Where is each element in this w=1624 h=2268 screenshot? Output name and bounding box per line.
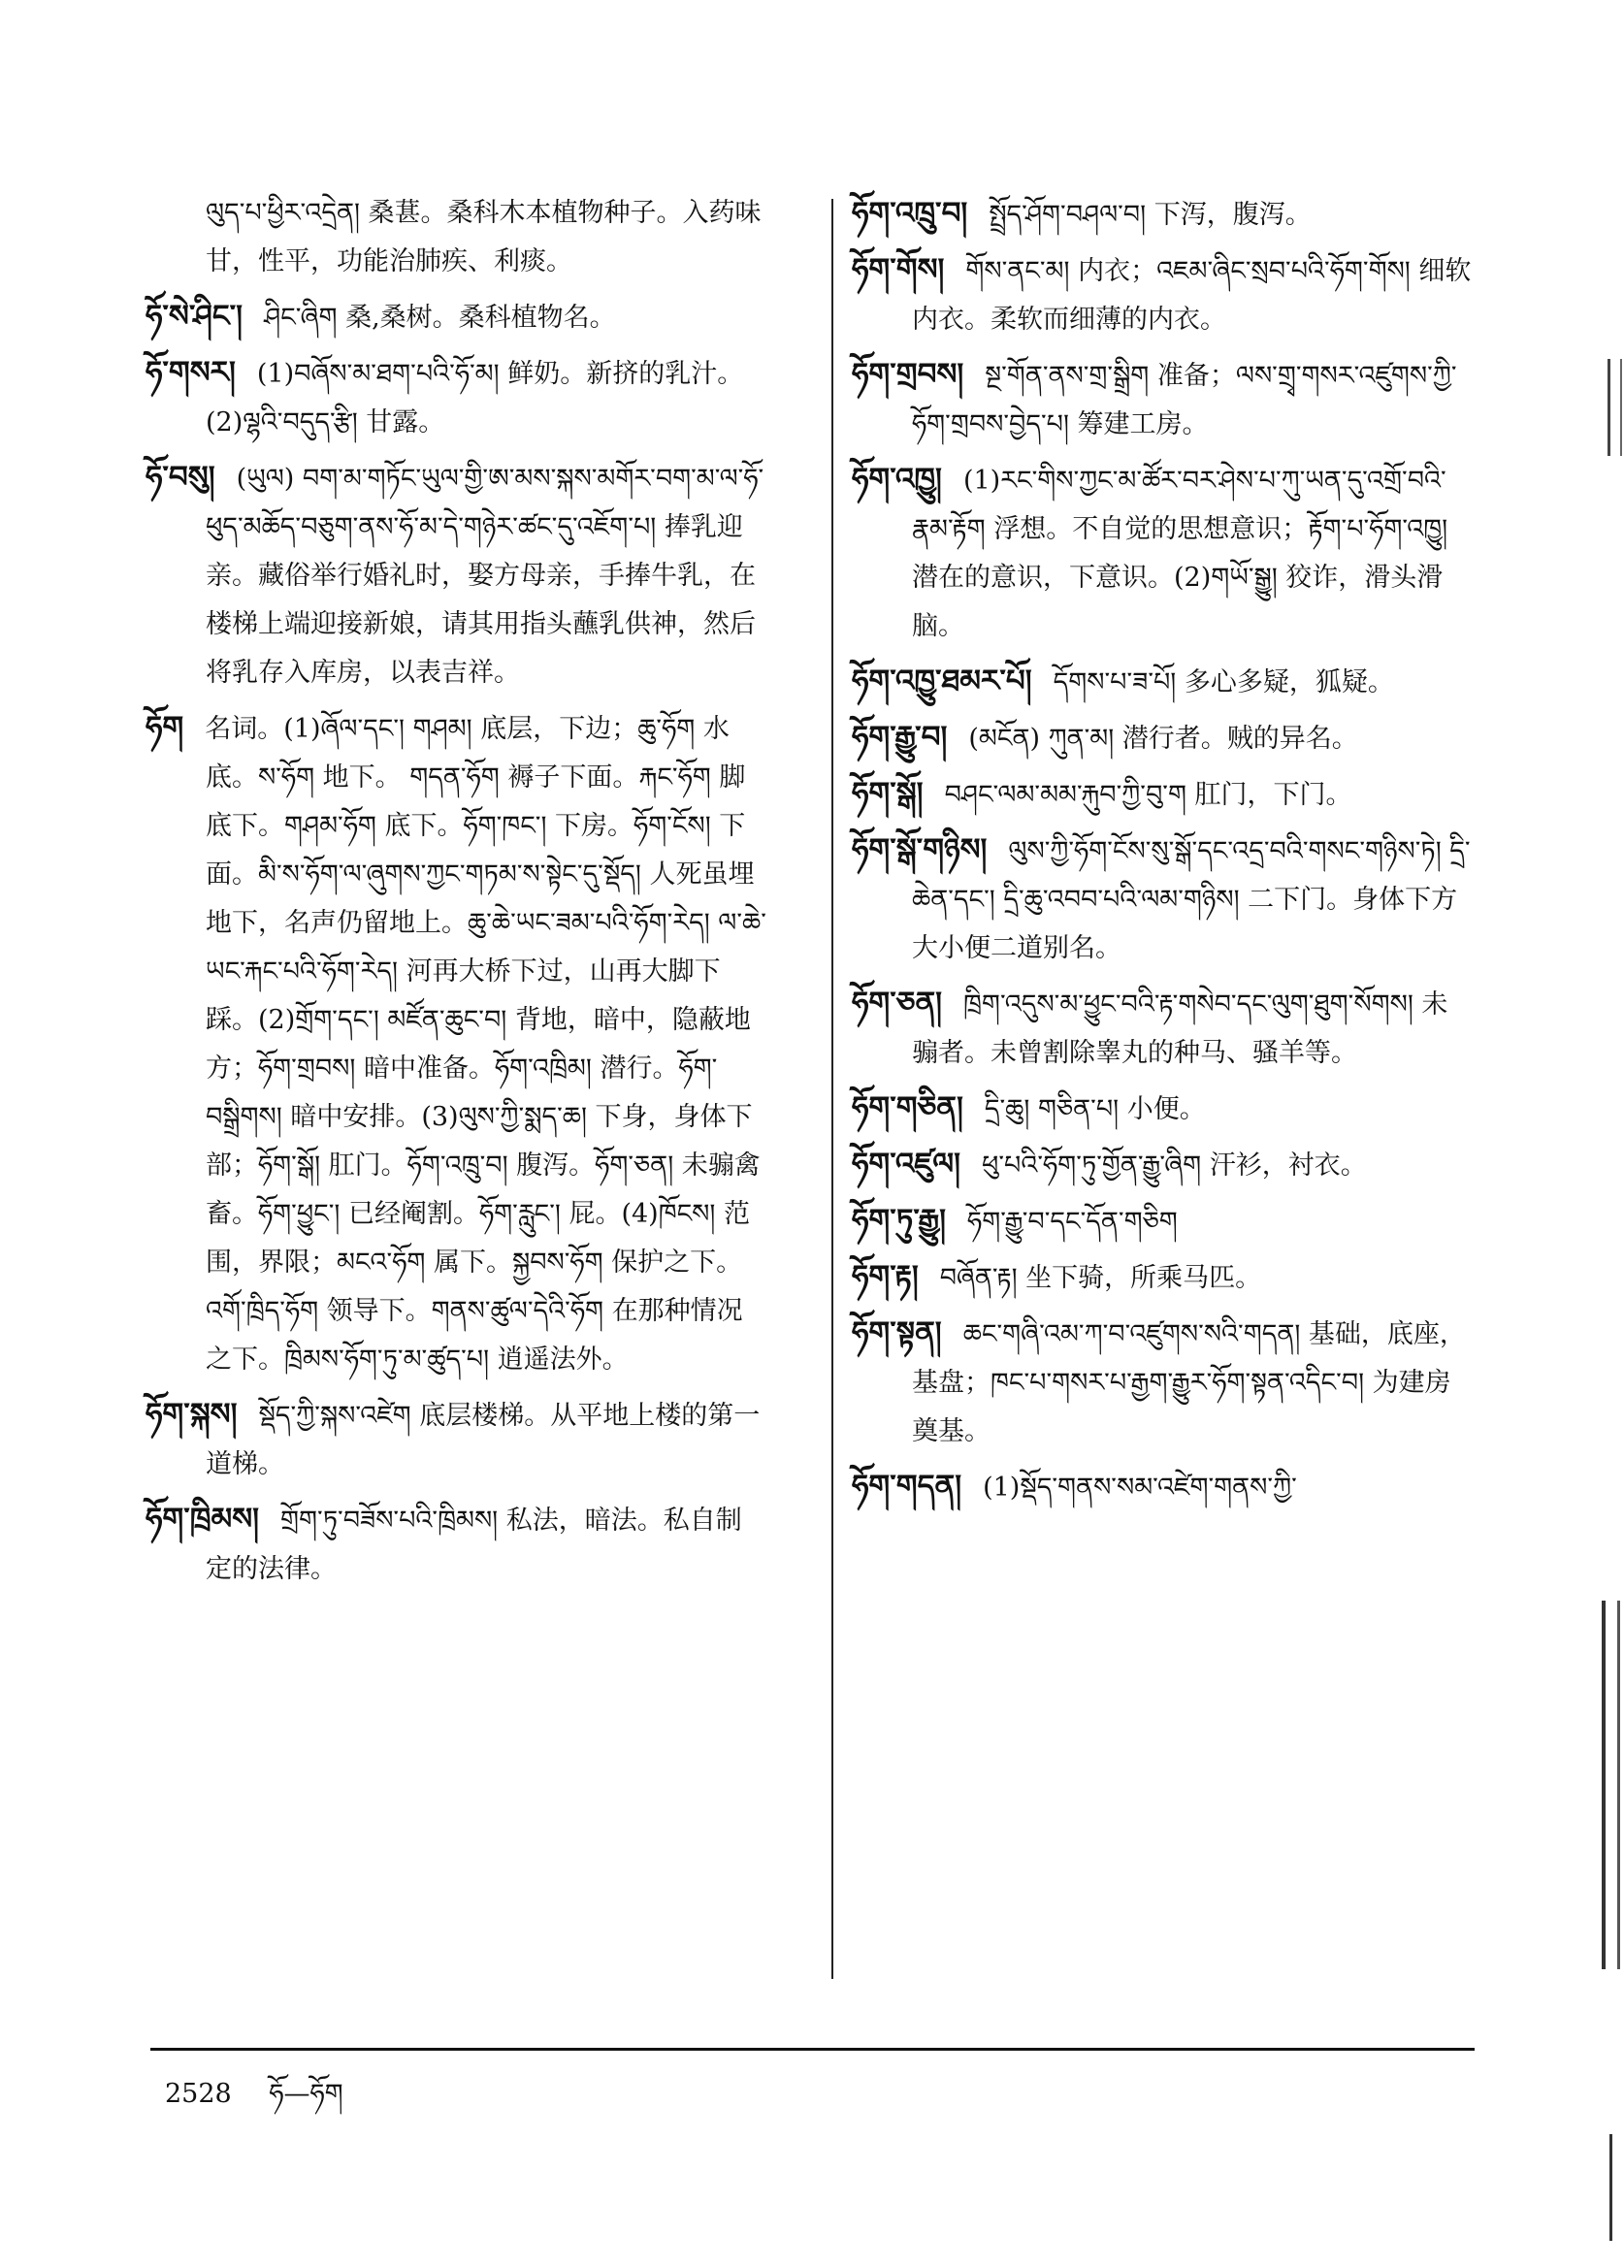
dictionary-entry [146,453,766,697]
entry-definition: 名词。(1)ཞོལ་དང་། གཤམ། 底层，下边；ཆུ་ཧོག 水底。ས་ཧོག 地下。 གདན་ཧོག 褥子下面。རྐང་ཧོག 脚底下。གཤམ་ཧོག 底下。ཧོག་ཁང་། 下房。ཧོག་ངོས། 下面。མི་ས་ཧོག་ལ་ཞུགས་ཀྱང་གཏམ་ས་སྟེང་དུ་སྡོད། 人死虽埋地下，名声仍留地上。ཆུ་ཆེ་ཡང་ཟམ་པའི་ཧོག་རེད། ལ་ཆེ་ཡང་རྐང་པའི་ཧོག་རེད། 河再大桥下过，山再大脚下踩。(2)གྲོག་དང་། མཛོན་ཆུང་བ། 背地，暗中，隐蔽地方；ཧོག་གྲབས། 暗中准备。ཧོག་འཁྲིམ། 潜行。ཧོག་བསྒྲིགས། 暗中安排。(3)ལུས་ཀྱི་སྨད་ཆ། 下身，身体下部；ཧོག་སྒོ། 肛门。ཧོག་འཁྲུ་བ། 腹泻。ཧོག་ཅན། 未骟禽畜。ཧོག་ཕྱུང་། 已经阉割。ཧོག་རླུང་། 屁。(4)ཁོངས། 范围，界限；མངའ་ཧོག 属下。སྐྱབས་ཧོག 保护之下。འགོ་ཁྲིད་ཧོག 领导下。གནས་ཚུལ་དེའི་ཧོག 在那种情况之下。ཁྲིམས་ཧོག་ཏུ་མ་ཚུད་པ། 逍遥法外。 [205,714,766,1375]
dictionary-entry [146,1495,766,1594]
dictionary-entry [852,1462,1473,1512]
entry-definition: ལུས་ཀྱི་ཧོག་ངོས་སུ་སྒོ་དང་འདྲ་བའི་གསང་གཉིས་ཏེ། དྲི་ཆེན་དང་། དྲི་ཆུ་འབབ་པའི་ལམ་གཉིས། 二下门。身体下方大小便二道别名。 [912,836,1471,963]
scan-edge-marks [1602,1601,1620,1969]
entry-definition: ལུད་པ་ཕྱིར་འདྲེན། 桑葚。桑科木本植物种子。入药味甘，性平，功能治肺疾、利痰。 [206,198,762,276]
scan-edge-marks [1608,359,1622,456]
entry-headword: ཧོག་སྐས། [146,1397,238,1432]
page-footer [165,2064,373,2138]
dictionary-entry [852,826,1473,973]
dictionary-entry [852,979,1473,1078]
dictionary-entry [852,455,1473,651]
entry-headword: ཧོག་གོས། [852,252,945,287]
scan-edge-marks [1609,2134,1620,2241]
dictionary-entry [146,1390,766,1489]
entry-definition: (ཡུལ) བག་མ་གཏོང་ཡུལ་གྱི་ཨ་མས་སྐས་མགོར་བག་མ་ལ་ཧོ་ཕུད་མཆོད་བཅུག་ནས་ཧོ་མ་དེ་གཉེར་ཚང་དུ་འཇོག་པ། 捧乳迎亲。藏俗举行婚礼时，娶方母亲，手捧牛乳，在楼梯上端迎接新娘，请其用指头蘸乳供神，然后将乳存入库房，以表吉祥。 [206,464,764,688]
dictionary-entry [852,1084,1473,1134]
column-divider [831,199,833,1979]
right-column [852,189,1473,1518]
dictionary-entry [852,657,1473,707]
dictionary-entry [852,1309,1473,1456]
entry-definition: གོས་ནང་མ། 内衣；འཇམ་ཞིང་སྲབ་པའི་ཧོག་གོས། 细软内衣。柔软而细薄的内衣。 [912,256,1472,335]
entry-definition: བཤང་ལམ་མམ་རྐུབ་ཀྱི་བུ་ག 肛门，下门。 [944,780,1352,810]
dictionary-entry [852,189,1473,240]
footer-rule [150,2048,1475,2051]
entry-definition: ཕུ་པའི་ཧོག་ཏུ་གྱོན་རྒྱུ་ཞིག 汗衫，衬衣。 [982,1150,1367,1181]
dictionary-entry [146,348,766,447]
entry-headword: ཧོ་སེ་ཤིང་། [146,299,244,334]
entry-headword: ཧོག་འཛུལ། [852,1147,961,1182]
entry-definition: དོགས་པ་ཟ་པོ། 多心多疑，狐疑。 [1053,667,1394,697]
entry-definition: ཁྲིག་འདུས་མ་ཕྱུང་བའི་རྟ་གསེབ་དང་ལུག་ཐུག་སོགས། 未骟者。未曾割除睾丸的种马、骚羊等。 [912,989,1448,1068]
page-range: ཧོ—ཧོག [269,2079,343,2109]
entry-headword: ཧོ་གསར། [146,355,236,390]
entry-definition: དྲི་ཆུ། གཅིན་པ། 小便。 [984,1094,1206,1124]
entry-definition: སྡོད་ཀྱི་སྐས་འཛེག 底层楼梯。从平地上楼的第一道梯。 [206,1401,761,1479]
dictionary-entry [852,1196,1473,1247]
entry-headword: ཧོག་གྲབས། [852,357,964,392]
entry-headword: ཧོག་འཁྲུ་བ། [852,196,968,231]
entry-definition: ཧོག་རྒྱུ་བ་དང་དོན་གཅིག [967,1207,1178,1237]
dictionary-entry [852,1140,1473,1190]
left-column [146,189,766,1600]
entry-headword: ཧོག་སྒོ་གཉིས། [852,832,988,867]
entry-headword: ཧོ་བསུ། [146,460,215,495]
dictionary-entry [852,1252,1473,1303]
entry-definition: (1)སྡོད་གནས་སམ་འཛེག་གནས་ཀྱི་ [983,1473,1297,1503]
entry-headword: ཧོག་རྒྱུ་བ། [852,720,948,755]
entry-headword: ཧོག་སྟན། [852,1315,942,1350]
entry-definition: སྤྲོད་ཤོག་བཤལ་བ། 下泻，腹泻。 [989,200,1312,230]
entry-headword: ཧོག་གཅིན། [852,1090,963,1125]
entry-headword: ཧོག [146,710,184,745]
entry-headword: ཧོག་ཁྲིམས། [146,1502,260,1537]
entry-definition: (1)རང་གིས་ཀྱང་མ་ཚོར་བར་ཤེས་པ་ཀུ་ཡན་དུ་འགྲོ་བའི་རྣམ་རྟོག 浮想。不自觉的思想意识；རྟོག་པ་ཧོག་འཁྱུ། 潜在的意识，下意识。(2)གཡོ་སྒྱུ། 狡诈，滑头滑脑。 [912,466,1448,641]
dictionary-entry [146,703,766,1384]
entry-definition: (མངོན) ཀུན་མ། 潜行者。贼的异名。 [968,724,1358,754]
entry-headword: ཧོག་གདན། [852,1469,962,1504]
entry-definition: བཞོན་རྟ། 坐下骑，所乘马匹。 [939,1263,1262,1293]
entry-definition: གྲོག་ཏུ་བཟོས་པའི་ཁྲིམས། 私法，暗法。私自制定的法律。 [206,1506,742,1584]
entry-definition: ཆང་གཞི་འམ་ཀ་བ་འཛུགས་སའི་གདན། 基础，底座，基盘；ཁང་པ་གསར་པ་རྒྱག་རྒྱུར་ཧོག་སྟན་འདིང་བ། 为建房奠基。 [912,1319,1466,1446]
entry-definition: (1)བཞོས་མ་ཐག་པའི་ཧོ་མ། 鲜奶。新挤的乳汁。(2)ལྷའི་བདུད་རྩི། 甘露。 [206,359,744,437]
dictionary-entry [206,189,766,286]
entry-headword: ཧོག་ཏུ་རྒྱུ། [852,1203,947,1238]
dictionary-entry [146,292,766,342]
dictionary-entry [852,350,1473,449]
dictionary-entry [852,769,1473,820]
page-number: 2528 [165,2079,232,2109]
entry-headword: ཧོག་རྟ། [852,1259,919,1294]
entry-definition: ཤིང་ཞིག 桑,桑树。桑科植物名。 [264,303,616,333]
entry-headword: ཧོག་འཁྱུ། [852,462,942,497]
dictionary-entry [852,245,1473,344]
entry-headword: ཧོག་འཁྱུ་ཐམར་པོ། [852,664,1032,698]
dictionary-entry [852,713,1473,763]
entry-definition: སྔ་གོན་ནས་གྲ་སྒྲིག 准备；ལས་གྲྭ་གསར་འཛུགས་ཀྱི་ཧོག་གྲབས་བྱེད་པ། 筹建工房。 [912,361,1457,439]
entry-headword: ཧོག་སྒོ། [852,776,924,811]
entry-headword: ཧོག་ཅན། [852,986,943,1021]
